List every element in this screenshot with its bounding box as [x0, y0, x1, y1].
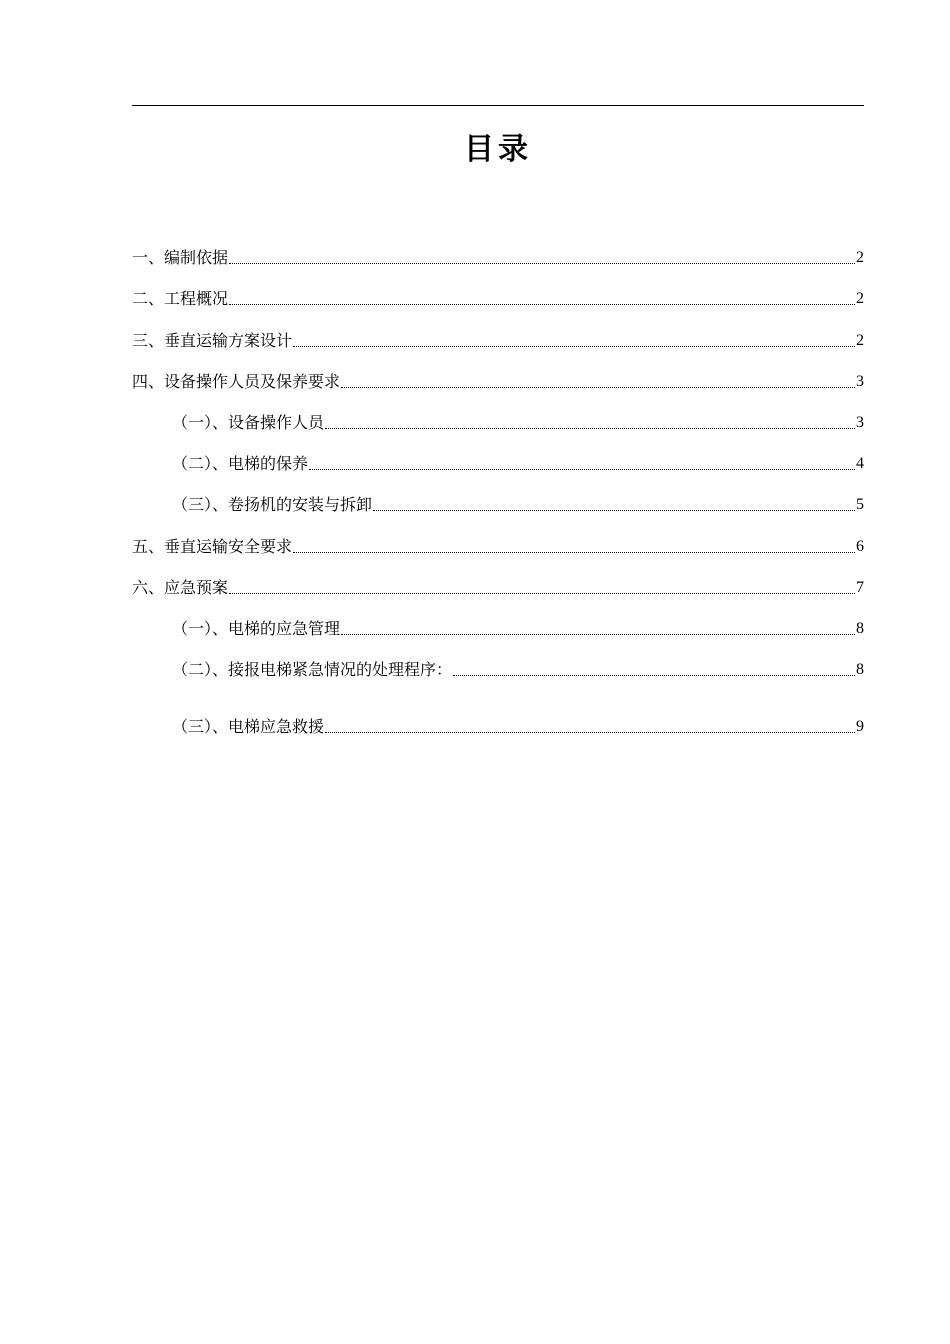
toc-entry-operators[interactable] — [172, 412, 864, 434]
toc-page-number: 6 — [856, 538, 864, 555]
toc-dot-leader — [325, 732, 855, 733]
toc-entry-label: 二、工程概况 — [132, 289, 229, 308]
toc-entry-label: 四、设备操作人员及保养要求 — [132, 372, 341, 391]
toc-entry-operators-maintenance[interactable] — [132, 371, 864, 393]
toc-entry-emergency-plan[interactable] — [132, 577, 864, 599]
toc-entry-label: （一）、设备操作人员 — [172, 413, 325, 432]
toc-page-number: 2 — [856, 332, 864, 349]
toc-page-number: 2 — [856, 290, 864, 307]
toc-entry-elevator-maintenance[interactable] — [172, 453, 864, 475]
toc-dot-leader — [293, 552, 855, 553]
toc-dot-leader — [293, 346, 855, 347]
toc-page-number: 4 — [856, 455, 864, 472]
toc-page-number: 8 — [856, 661, 864, 678]
toc-dot-leader — [229, 593, 855, 594]
toc-entry-label: （二）、电梯的保养 — [172, 454, 309, 473]
toc-entry-label: 五、垂直运输安全要求 — [132, 537, 293, 556]
toc-entry-overview[interactable] — [132, 288, 864, 310]
toc-entry-transport-design[interactable] — [132, 330, 864, 352]
toc-entry-emergency-rescue[interactable] — [172, 716, 864, 738]
toc-entry-label: 三、垂直运输方案设计 — [132, 331, 293, 350]
toc-page-number: 2 — [856, 249, 864, 266]
toc-page-number: 9 — [856, 718, 864, 735]
toc-entry-label: （三）、电梯应急救援 — [172, 717, 325, 736]
toc-entry-safety[interactable] — [132, 536, 864, 558]
toc-dot-leader — [229, 304, 855, 305]
toc-entry-basis[interactable] — [132, 247, 864, 269]
header-rule — [132, 105, 864, 106]
toc-entry-emergency-procedure[interactable] — [172, 659, 864, 681]
toc-page-number: 5 — [856, 496, 864, 513]
toc-dot-leader — [309, 469, 855, 470]
toc-page-number: 3 — [856, 414, 864, 431]
toc-entry-hoist-install[interactable] — [172, 494, 864, 516]
toc-page-number: 3 — [856, 373, 864, 390]
toc-dot-leader — [341, 634, 855, 635]
toc-dot-leader — [229, 263, 855, 264]
toc-title: 目录 — [464, 132, 532, 167]
toc-entry-label: （二）、接报电梯紧急情况的处理程序： — [172, 660, 453, 679]
toc-page-number: 7 — [856, 579, 864, 596]
toc-entry-label: （一）、电梯的应急管理 — [172, 619, 341, 638]
toc-entry-label: 六、应急预案 — [132, 578, 229, 597]
toc-dot-leader — [373, 510, 855, 511]
toc-entry-label: 一、编制依据 — [132, 248, 229, 267]
toc-entry-emergency-management[interactable] — [172, 618, 864, 640]
toc-dot-leader — [341, 387, 855, 388]
toc-dot-leader — [453, 675, 855, 676]
toc-dot-leader — [325, 428, 855, 429]
toc-page-number: 8 — [856, 620, 864, 637]
toc-entry-label: （三）、卷扬机的安装与拆卸 — [172, 495, 373, 514]
